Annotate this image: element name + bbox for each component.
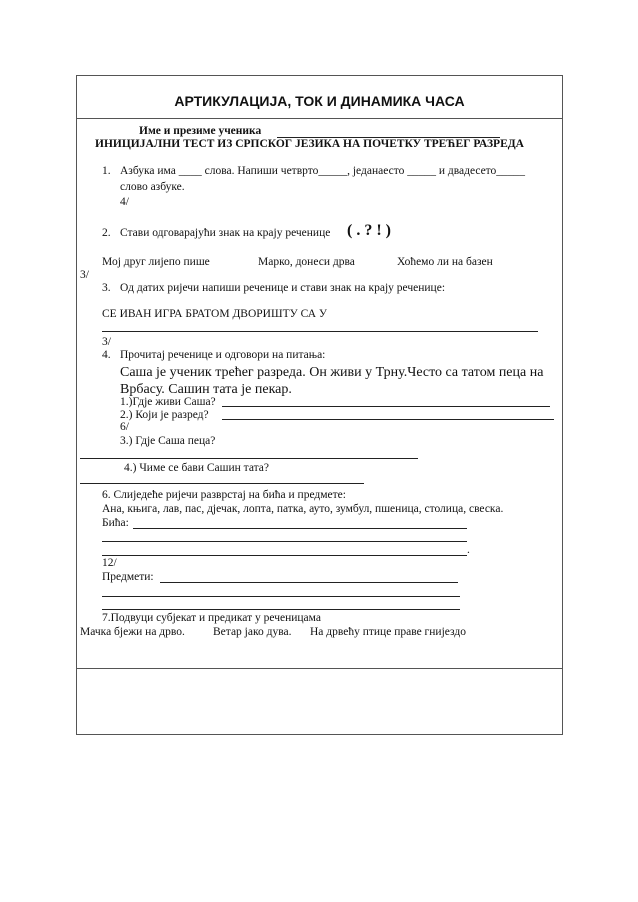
q2-text: Стави одговарајући знак на крају реченице [120, 227, 331, 239]
q6-beings-line-3[interactable] [102, 555, 467, 556]
q4-answer-line-2[interactable] [222, 419, 554, 420]
q4-question-4: 4.) Чиме се бави Сашин тата? [124, 462, 270, 474]
q2-number: 2. [102, 227, 111, 239]
q6-beings-line-1[interactable] [133, 528, 467, 529]
q4-question-1: 1.)Гдје живи Саша? [120, 396, 216, 408]
q6-line-dot: . [467, 544, 470, 556]
q7-sentence-3: На дрвећу птице праве гнијездо [310, 626, 466, 638]
q1-number: 1. [102, 165, 111, 177]
q4-answer-line-1[interactable] [222, 406, 550, 407]
q4-question-3: 3.) Гдје Саша пеца? [120, 435, 216, 447]
q2-points: 3/ [80, 269, 89, 281]
q6-objects-label: Предмети: [102, 571, 154, 583]
q4-points: 6/ [120, 421, 129, 433]
q4-number: 4. [102, 349, 111, 361]
student-name-label: Име и презиме ученика [139, 125, 262, 137]
q7-sentence-1: Мачка бјежи на дрво. [80, 626, 185, 638]
q3-answer-line[interactable] [102, 331, 538, 332]
q2-sentence-1: Мој друг лијепо пише [102, 256, 210, 268]
q6-text: 6. Слиједеће ријечи разврстај на бића и предмете: [102, 489, 346, 501]
q1-text: Азбука има ____ слова. Напиши четврто_____, једанаесто _____ и двадесето_____ [120, 165, 526, 177]
q4-answer-line-3[interactable] [80, 458, 418, 459]
q6-beings-line-2[interactable] [102, 541, 467, 542]
q2-signs: ( . ? ! ) [347, 222, 391, 239]
q6-objects-line-2[interactable] [102, 596, 460, 597]
q2-sentence-3: Хоћемо ли на базен [397, 256, 493, 268]
q4-story-line-2: Врбасу. Сашин тата је пекар. [120, 382, 292, 397]
q6-beings-label: Бића: [102, 517, 129, 529]
q4-story-line-1: Саша је ученик трећег разреда. Он живи у Трну.Често са татом пеца на [120, 365, 544, 380]
q1-text-cont: слово азбуке. [120, 181, 185, 193]
q3-number: 3. [102, 282, 111, 294]
q7-sentence-2: Ветар јако дува. [213, 626, 292, 638]
q6-objects-line-3[interactable] [102, 609, 460, 610]
q6-objects-line-1[interactable] [160, 582, 458, 583]
bottom-divider [77, 668, 562, 669]
q3-words: СЕ ИВАН ИГРА БРАТОМ ДВОРИШТУ СА У [102, 308, 328, 320]
test-title: ИНИЦИЈАЛНИ ТЕСТ ИЗ СРПСКОГ ЈЕЗИКА НА ПОЧЕТКУ ТРЕЋЕГ РАЗРЕДА [95, 138, 524, 150]
q3-points: 3/ [102, 336, 111, 348]
page-title: АРТИКУЛАЦИЈА, ТОК И ДИНАМИКА ЧАСА [174, 93, 465, 109]
q1-points: 4/ [120, 196, 129, 208]
q3-text: Од датих ријечи напиши реченице и стави знак на крају реченице: [120, 282, 446, 294]
q4-question-2: 2.) Који је разред? [120, 409, 209, 421]
q4-text: Прочитај реченице и одговори на питања: [120, 349, 326, 361]
q7-text: 7.Подвуци субјекат и предикат у реченицама [102, 612, 321, 624]
q2-sentence-2: Марко, донеси дрва [258, 256, 355, 268]
q6-points: 12/ [102, 557, 117, 569]
q6-words: Ана, књига, лав, пас, дјечак, лопта, патка, ауто, зумбул, пшеница, столица, свеска. [102, 503, 504, 515]
header-divider [77, 118, 562, 119]
q4-answer-line-4[interactable] [80, 483, 364, 484]
